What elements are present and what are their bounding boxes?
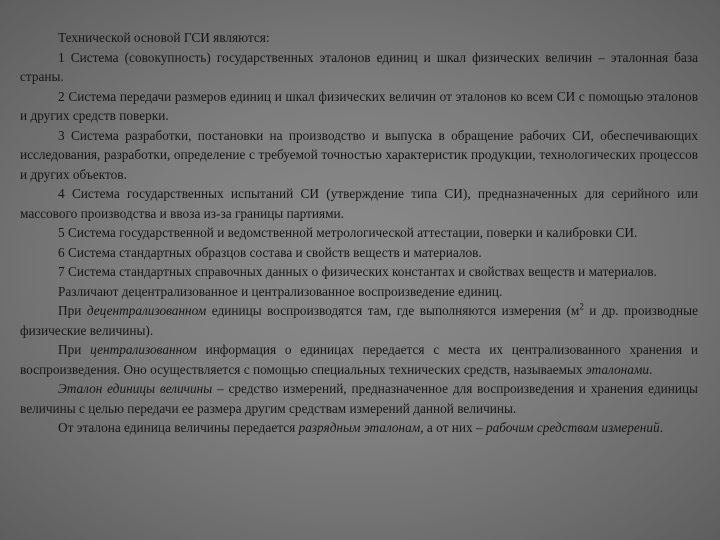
transfer-term: разрядным эталонам — [298, 420, 421, 435]
list-item: 1 Система (совокупность) государственных эталонов единиц и шкал физических величин – эталонная база страны. — [20, 49, 698, 84]
list-item: 4 Система государственных испытаний СИ (утверждение типа СИ), предназначенных для серийного или массового производства и ввоза из-за границы партиями. — [20, 186, 698, 221]
central-term: централизованном — [90, 342, 197, 357]
etalon-post: – средство измерений, предназначенное для воспроизведения и хранения единицы величины с целью передачи ее размера другим средствам измерений данной величины. — [20, 381, 698, 416]
decentral-term: децентрализованном — [86, 303, 207, 318]
decentral-mid: единицы воспроизводятся там, где выполняются измерения (м — [206, 303, 580, 318]
decentral-post: и др. производные физические величины). — [20, 303, 699, 338]
etalon-term: Эталон единицы величины — [58, 381, 213, 396]
central-term2: эталонами — [585, 361, 649, 377]
transfer-mid: , а от них – — [420, 420, 486, 435]
document-body — [20, 28, 698, 438]
central-post: . — [649, 361, 653, 377]
list-item: 6 Система стандартных образцов состава и свойств веществ и материалов. — [58, 244, 482, 260]
reproduction-intro-paragraph: Различают децентрализованное и централизованное воспроизведение единиц. — [58, 283, 503, 299]
decentral-pre: При — [58, 303, 87, 318]
etalon-definition-paragraph — [20, 379, 698, 418]
decentral-paragraph — [20, 301, 698, 340]
decentral-sup: 2 — [579, 301, 584, 312]
transfer-pre: От эталона единица величины передается — [58, 420, 299, 435]
list-item: 3 Система разработки, постановки на производство и выпуска в обращение рабочих СИ, обеспечивающих исследования, разработки, определение с требуемой точностью характеристик продукции, технологических процессов и других объектов. — [20, 127, 698, 182]
intro-paragraph: Технической основой ГСИ являются: — [58, 30, 270, 45]
list-item: 2 Система передачи размеров единиц и шкал физических величин от эталонов ко всем СИ с помощью эталонов и других средств поверки. — [20, 88, 698, 123]
transfer-post: . — [659, 420, 664, 435]
transfer-term2: рабочим средствам измерений — [485, 420, 660, 435]
central-pre: При — [58, 342, 91, 357]
list-item: 5 Система государственной и ведомственной метрологической аттестации, поверки и калибровки СИ. — [58, 225, 638, 240]
transfer-paragraph — [20, 418, 698, 438]
list-item: 7 Система стандартных справочных данных о физических константах и свойствах веществ и материалов. — [58, 264, 657, 279]
central-mid: информация о единицах передается с места их централизованного хранения и воспроизведения. Оно осуществляется с помощью специальных технических средств, называемых — [20, 342, 698, 377]
central-paragraph — [20, 340, 698, 379]
